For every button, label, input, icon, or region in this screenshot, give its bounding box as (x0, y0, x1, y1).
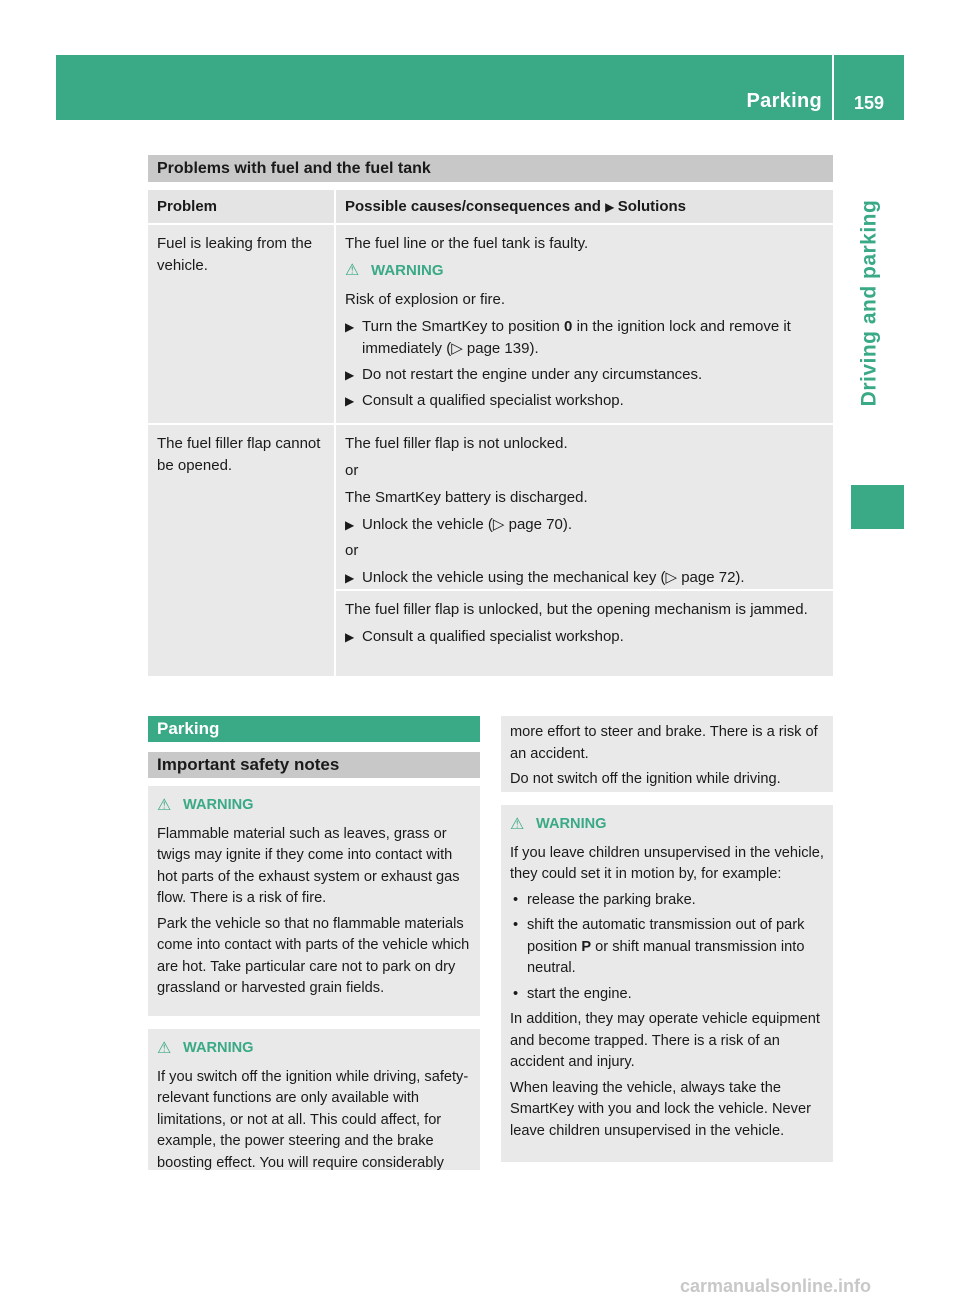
warning-triangle-icon: ⚠ (157, 1040, 172, 1057)
cause-text: The fuel line or the fuel tank is faulty. (345, 235, 589, 252)
step-text (362, 316, 825, 360)
bullet-text: start the engine. (527, 985, 632, 1002)
page-ref[interactable]: page 72). (681, 569, 745, 586)
subsection-title: Important safety notes (148, 752, 480, 778)
bullet-item (510, 890, 825, 912)
arrow-right-icon: ▶ (345, 368, 355, 382)
or-text: or (345, 542, 359, 559)
column-header-solutions-text: Possible causes/consequences and (345, 198, 601, 215)
watermark: carmanualsonline.info (680, 1276, 872, 1296)
table-row-2-solution-b (336, 591, 833, 676)
warning-text: When leaving the vehicle, always take the SmartKey with you and lock the vehicle. Never leave children unsupervised in the vehicle. (510, 1079, 811, 1139)
step-item (345, 514, 825, 536)
warning-heading (157, 1038, 472, 1060)
table-row-2-problem (148, 425, 334, 676)
problem-text: The fuel filler flap cannot be opened. (157, 435, 321, 474)
step-text-a: Turn the SmartKey to position (362, 318, 560, 335)
bullet-icon: • (513, 917, 519, 933)
warning-triangle-icon: ⚠ (510, 816, 525, 833)
bullet-icon: • (513, 985, 519, 1002)
step-text-c: in the ignition lock and remove it immediately ( (362, 318, 791, 357)
position-value: P (581, 938, 592, 955)
warning-label: WARNING (536, 816, 607, 832)
page-number: 159 (853, 93, 885, 113)
arrow-right-icon: ▶ (345, 630, 355, 644)
column-header-solutions-suffix: Solutions (617, 198, 687, 215)
header-bar (56, 55, 832, 120)
problem-text: Fuel is leaking from the vehicle. (157, 235, 313, 274)
warning-label: WARNING (371, 262, 444, 279)
step-text (362, 514, 572, 536)
column-header-solutions (336, 190, 833, 223)
warning-heading (345, 260, 825, 282)
page-ref-arrow-icon: ▷ (451, 340, 467, 357)
step-item (345, 567, 825, 589)
warning-label: WARNING (183, 1040, 254, 1056)
warning-text: If you switch off the ignition while driving, safety-relevant functions are only available with limitations, or not at all. This could affect, for example, the power steering and the brake boosting effect. You will require considerably (157, 1068, 469, 1171)
step-text (362, 567, 745, 589)
arrow-right-icon: ▶ (345, 571, 355, 585)
warning-box-1 (148, 786, 480, 1016)
table-row-1-problem (148, 225, 334, 423)
bullet-item (510, 984, 825, 1006)
table-row-1-solution (336, 225, 833, 423)
step-text: Consult a qualified specialist workshop. (362, 628, 624, 645)
cause-text: The fuel filler flap is unlocked, but the opening mechanism is jammed. (345, 601, 808, 618)
warning-heading (157, 795, 472, 817)
position-value: 0 (564, 318, 573, 335)
side-tab-marker (851, 485, 904, 529)
step-item (345, 364, 825, 386)
table-title: Problems with fuel and the fuel tank (148, 155, 833, 182)
warning-text: In addition, they may operate vehicle equipment and become trapped. There is a risk of an accident and injury. (510, 1011, 820, 1070)
section-title: Parking (148, 716, 480, 742)
risk-text: Risk of explosion or fire. (345, 291, 506, 308)
warning-triangle-icon: ⚠ (157, 797, 172, 814)
bullet-text: release the parking brake. (527, 891, 696, 908)
step-text: Consult a qualified specialist workshop. (362, 392, 624, 409)
bullet-text-c: or shift manual transmission into neutral. (527, 938, 805, 976)
step-text-a: Unlock the vehicle using the mechanical key ( (362, 569, 666, 586)
or-text: or (345, 462, 359, 479)
step-text-a: Unlock the vehicle ( (362, 516, 493, 533)
cause-text: The fuel filler flap is not unlocked. (345, 435, 568, 452)
header-section-title: Parking (746, 90, 822, 112)
arrow-right-icon: ▶ (345, 518, 355, 532)
step-item (345, 316, 825, 360)
step-item (345, 390, 825, 412)
side-tab-label: Driving and parking (857, 199, 881, 406)
page-ref[interactable]: page 70). (508, 516, 572, 533)
bullet-icon: • (513, 891, 519, 908)
bullet-item (510, 915, 825, 980)
warning-text: more effort to steer and brake. There is a risk of an accident. (510, 724, 818, 762)
column-header-problem: Problem (148, 190, 334, 223)
warning-text: If you leave children unsupervised in the vehicle, they could set it in motion by, for example: (510, 844, 824, 882)
warning-text: Do not switch off the ignition while driving. (510, 771, 781, 787)
side-tab (843, 125, 895, 480)
warning-box-3 (501, 805, 833, 1162)
warning-triangle-icon: ⚠ (345, 262, 360, 279)
warning-box-2 (148, 1029, 480, 1170)
warning-heading (510, 814, 825, 836)
page-ref[interactable]: page 139). (466, 340, 539, 357)
warning-text: Flammable material such as leaves, grass or twigs may ignite if they come into contact with hot parts of the exhaust system or exhaust gas flow. There is a risk of fire. (157, 825, 460, 906)
page-ref-arrow-icon: ▷ (492, 516, 509, 533)
arrow-right-icon: ▶ (345, 394, 355, 408)
bullet-text (527, 915, 825, 980)
arrow-right-icon: ▶ (605, 200, 618, 214)
step-text: Do not restart the engine under any circumstances. (362, 366, 703, 383)
page-ref-arrow-icon: ▷ (665, 569, 682, 586)
arrow-right-icon: ▶ (345, 320, 355, 334)
bullet-text-a: shift the automatic transmission out of park position (527, 917, 805, 955)
warning-label: WARNING (183, 797, 254, 813)
cause-text: The SmartKey battery is discharged. (345, 489, 588, 506)
warning-box-2-continued (501, 716, 833, 792)
table-row-2-solution-a (336, 425, 833, 589)
step-item (345, 626, 825, 648)
warning-text: Park the vehicle so that no flammable materials come into contact with parts of the vehicle which are hot. Take particular care not to park on dry grassland or harvested grain fields. (157, 915, 470, 996)
